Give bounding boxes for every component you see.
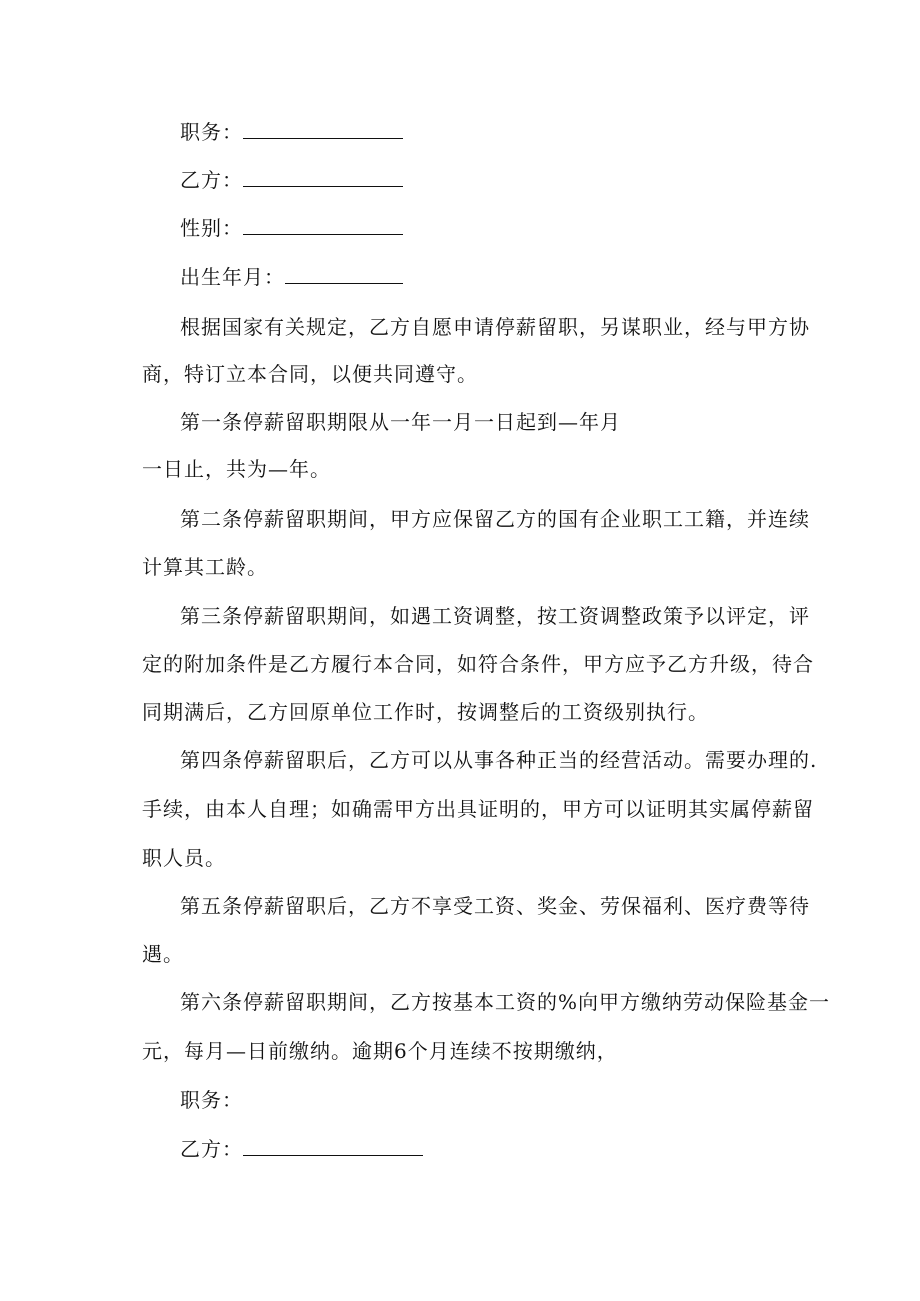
article-2-line: 第二条停薪留职期间，甲方应保留乙方的国有企业职工工籍，并连续	[180, 507, 810, 531]
field-label: 性别：	[180, 216, 243, 240]
article-3-line: 定的附加条件是乙方履行本合同，如符合条件，甲方应予乙方升级，待合	[142, 652, 814, 676]
article-6-line: 第六条停薪留职期间，乙方按基本工资的%向甲方缴纳劳动保险基金一	[180, 990, 831, 1014]
field-gender	[180, 214, 403, 242]
article-2-line: 计算其工龄。	[142, 555, 268, 579]
blank-line	[243, 120, 403, 139]
blank-line	[243, 168, 403, 187]
article-4-line: 手续，由本人自理；如确需甲方出具证明的，甲方可以证明其实属停薪留	[142, 797, 814, 821]
blank-line	[285, 265, 403, 284]
article-3-line: 第三条停薪留职期间，如遇工资调整，按工资调整政策予以评定，评	[180, 604, 810, 628]
article-6-line: 元，每月—日前缴纳。逾期6个月连续不按期缴纳，	[142, 1039, 618, 1063]
field-party-b-bottom	[180, 1135, 423, 1163]
article-4-line: 职人员。	[142, 846, 226, 870]
article-5-line: 第五条停薪留职后，乙方不享受工资、奖金、劳保福利、医疗费等待	[180, 894, 810, 918]
article-4-line: 第四条停薪留职后，乙方可以从事各种正当的经营活动。需要办理的.	[180, 748, 818, 772]
article-5-line: 遇。	[142, 942, 184, 966]
field-label: 职务：	[180, 1088, 243, 1112]
field-birth	[180, 263, 403, 291]
article-1-line: 第一条停薪留职期限从一年一月一日起到—年月	[180, 410, 621, 434]
field-label: 职务：	[180, 120, 243, 144]
field-position-bottom	[180, 1086, 243, 1114]
article-3-line: 同期满后，乙方回原单位工作时，按调整后的工资级别执行。	[142, 700, 709, 724]
preamble-line: 根据国家有关规定，乙方自愿申请停薪留职，另谋职业，经与甲方协	[180, 315, 810, 339]
field-label: 乙方：	[180, 1137, 243, 1161]
field-position	[180, 118, 403, 146]
blank-line	[243, 1137, 423, 1156]
article-1-line: 一日止，共为—年。	[142, 457, 331, 481]
field-party-b	[180, 166, 403, 194]
preamble-line: 商，特订立本合同，以便共同遵守。	[142, 362, 478, 386]
blank-line	[243, 216, 403, 235]
field-label: 乙方：	[180, 168, 243, 192]
field-label: 出生年月：	[180, 265, 285, 289]
